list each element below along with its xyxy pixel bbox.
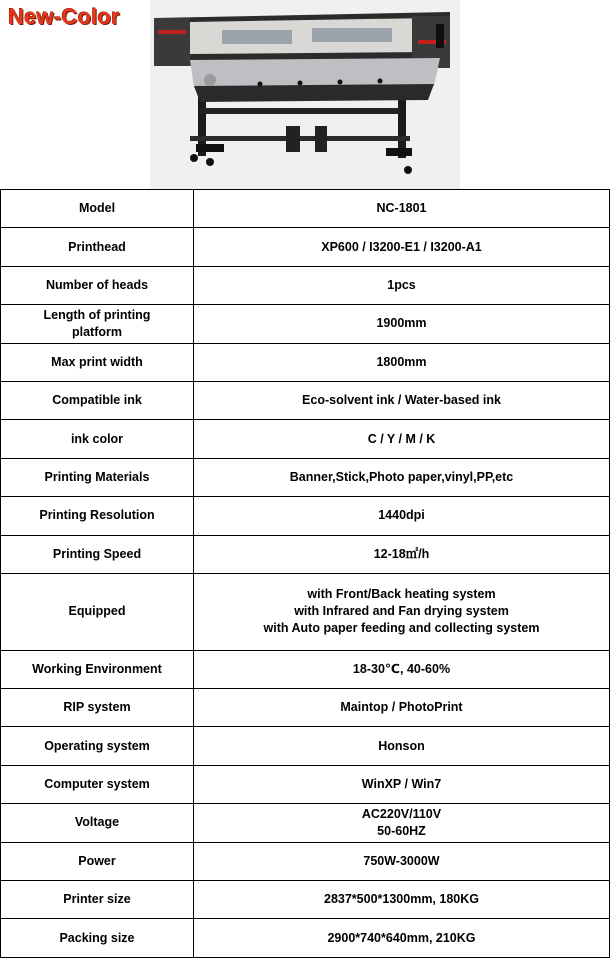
table-row (1, 458, 610, 496)
row-label: Printhead (1, 228, 194, 266)
row-value: 2837*500*1300mm, 180KG (194, 881, 610, 919)
row-value: 12-18㎡/h (194, 535, 610, 573)
table-row (1, 573, 610, 650)
table-row (1, 420, 610, 458)
row-label: Working Environment (1, 650, 194, 688)
row-value: 1800mm (194, 343, 610, 381)
row-label: Equipped (1, 573, 194, 650)
table-row (1, 689, 610, 727)
table-row (1, 343, 610, 381)
row-value: 1pcs (194, 266, 610, 304)
table-row (1, 727, 610, 765)
row-label: Model (1, 190, 194, 228)
row-value: 18-30℃, 40-60% (194, 650, 610, 688)
product-photo (150, 0, 460, 189)
row-label: Operating system (1, 727, 194, 765)
table-row (1, 381, 610, 419)
row-value: Honson (194, 727, 610, 765)
row-value: XP600 / I3200-E1 / I3200-A1 (194, 228, 610, 266)
table-row (1, 266, 610, 304)
table-row (1, 190, 610, 228)
row-label: Number of heads (1, 266, 194, 304)
printer-illustration (150, 0, 460, 189)
brand-logo: New-Color (8, 4, 120, 29)
table-row (1, 919, 610, 957)
row-value: 1440dpi (194, 497, 610, 535)
row-label: ink color (1, 420, 194, 458)
table-row (1, 305, 610, 343)
row-label: Compatible ink (1, 381, 194, 419)
table-row (1, 765, 610, 803)
row-value: NC-1801 (194, 190, 610, 228)
row-label: Power (1, 842, 194, 880)
row-label: Printing Materials (1, 458, 194, 496)
row-value-line: with Auto paper feeding and collecting system (263, 621, 540, 636)
row-value: Banner,Stick,Photo paper,vinyl,PP,etc (194, 458, 610, 496)
row-label: Max print width (1, 343, 194, 381)
row-label: Voltage (1, 804, 194, 842)
row-label: Printing Speed (1, 535, 194, 573)
row-value: 2900*740*640mm, 210KG (194, 919, 610, 957)
row-label-line: platform (72, 324, 122, 339)
row-label: Packing size (1, 919, 194, 957)
table-row (1, 842, 610, 880)
row-value: WinXP / Win7 (194, 765, 610, 803)
table-row (1, 881, 610, 919)
row-label-line: Length of printing (43, 307, 151, 322)
row-value: 750W-3000W (194, 842, 610, 880)
row-value-line: with Infrared and Fan drying system (294, 604, 509, 619)
table-row (1, 535, 610, 573)
row-label: RIP system (1, 689, 194, 727)
row-value (194, 804, 610, 842)
table-row (1, 650, 610, 688)
table-row (1, 497, 610, 535)
row-label: Computer system (1, 765, 194, 803)
row-value: Eco-solvent ink / Water-based ink (194, 381, 610, 419)
row-label: Printer size (1, 881, 194, 919)
row-value: 1900mm (194, 305, 610, 343)
row-label: Printing Resolution (1, 497, 194, 535)
table-row (1, 228, 610, 266)
row-value-line: with Front/Back heating system (307, 587, 496, 602)
row-value: Maintop / PhotoPrint (194, 689, 610, 727)
row-value-line: 50-60HZ (377, 823, 426, 838)
row-value (194, 573, 610, 650)
row-value-line: AC220V/110V (361, 806, 442, 821)
table-row (1, 804, 610, 842)
row-value: C / Y / M / K (194, 420, 610, 458)
spec-table (0, 189, 610, 958)
row-label (1, 305, 194, 343)
